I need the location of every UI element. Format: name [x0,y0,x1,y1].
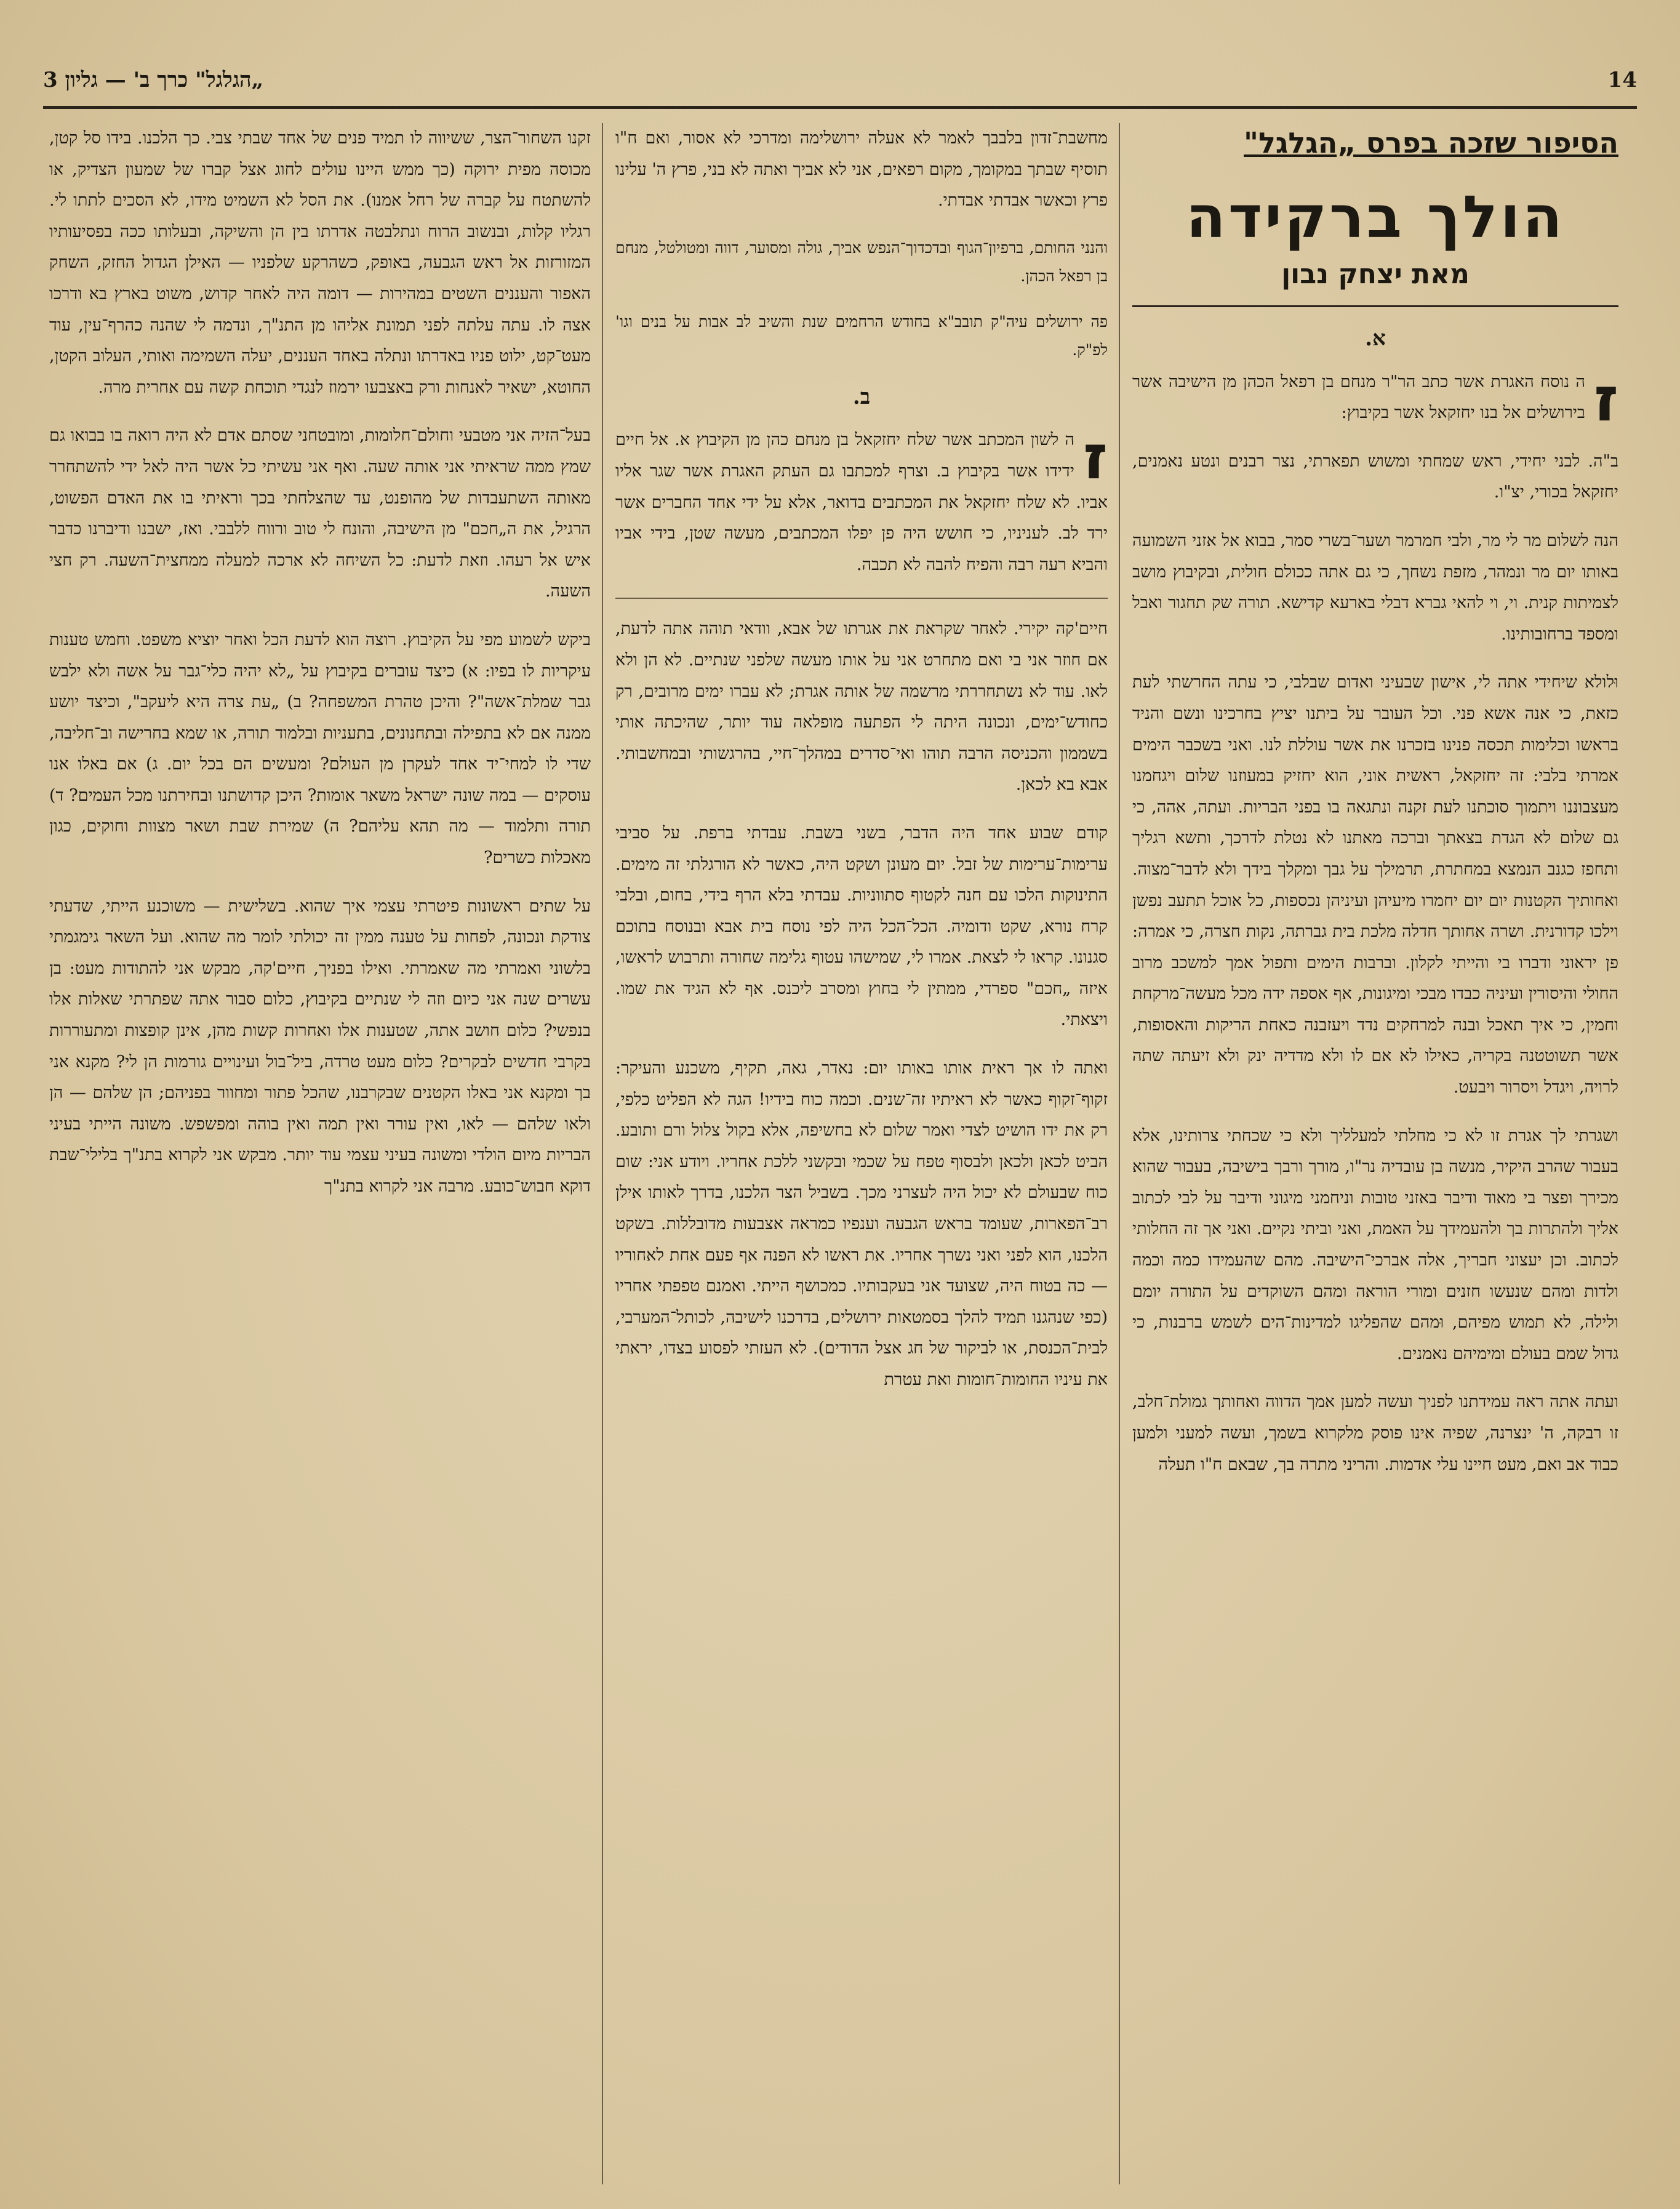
section-rule [615,598,1108,599]
paragraph: בעל־הזיה אני מטבעי וחולם־חלומות, ומובטחני שסתם אדם לא היה רואה בו בבואו גם שמץ ממה שראיתי אני אותה שעה. ואף אני עשיתי כל אשר היה לאל ידי להשתחרר מאותה השתעבדות של מהופנט, עד שהצלחתי בכך וראיתי בו את האדם הפשוט, הרגיל, את ה„חכם" מן הישיבה, והונח לי טוב ורווח ללבבי. ואז, ישבנו ודיברנו כדבר איש אל רעהו. וזאת לדעת: כל השיחה לא ארכה למעלה ממחצית־השעה. רק חצי השעה. [49,426,591,601]
paragraph: וּלולא שיחידי אתה לי, אישון שבעיני ואדום שבלבי, כי עתה החרשתי לעת כזאת, כי אנה אשא פני. וכל העובר על ביתנו יציץ בחרכינו ונשם והניד בראשו וכלימות תכסה פנינו בזכרנו את אשר עוללת לנו. ואני בשכבר הימים אמרתי בלבי: זה יחזקאל, ראשית אוני, הוא יחזיק במעוזנו שלום ויגחמנו מעצבוננו ויתמוך סוכתנו לעת זקנה ונתגאה בו בפני הבריות. ועתה, אהה, כי גם שלום לא הגדת בצאתך וברכה מאתנו לא נטלת לדרכך, ותשא רגליך ותחפז כגנב הנמצא במחתרת, תרמילך על גבך ומקלך בידך ולא לדבר־מצוה. ואחותיך הקטנות יום יום יחמרו מיעיהן ועיניהן נכספות, כל אוכל תתעב נפשן וילכו קדורנית. ושרה אחותך חדלה מלכת בית גברתה, נקות חצרה, כי אמרה: פן יראוני ודברו בי והייתי לקלון. וברבות הימים ותפול אמך למשכב מרוב החולי והיסורין ועיניה כבדו מבכי ומיגונות, אף אספה ידה מכל מעשה־מרקחת וחמין, כי איך תאכל ובנה למרחקים נדד ויעזבנה כאחת הריקות והאסופות, אשר תשוטטנה בקריה, כאילו לא אם לו ולא מדדיה ינק ולא זיעתה שתה לרויה, ויגדל ויסרור ויבעט. [1132,673,1618,1097]
masthead: „הגלגל" כרך ב' — גליון 3 [43,68,264,92]
page-number: 14 [1607,68,1637,92]
paragraph: חיים'קה יקירי. לאחר שקראת את אגרתו של אבא, וודאי תוהה אתה לדעת, אם חוזר אני בי ואם מתחרט אני על אותו מעשה שלפני שנתיים. לא הן ולא לאו. עוד לא נשתחררתי מרשמה של אותה אגרת; לא עברו ימים מרובים, רק כחודש־ימים, ונכונה היתה לי הפתעה מופלאה עוד יותר, שהיכתה אותי בשממון והכניסה הרבה תוהו ואי־סדרים במהלך־חיי, בהרגשותי ובמחשבותי. אבא בא לכאן. [615,619,1108,795]
paragraph: ועתה אתה ראה עמידתנו לפניך ועשה למען אמך הדווה ואחותך גמולת־חלב, זו רבקה, ה' ינצרנה, שפיה אינו פוסק מלקרוא בשמך, ועשה למעני ולמען כבוד אב ואם, מעט חיינו עלי אדמות. והריני מתרה בך, שבאם ח"ו תעלה [1132,1392,1618,1474]
paragraph-text: ה נוסח האגרת אשר כתב הר"ר מנחם בן רפאל הכהן מן הישיבה אשר בירושלים אל בנו יחזקאל אשר בקיבוץ: [1132,372,1585,423]
section-heading: א. [1365,326,1386,351]
drop-cap: ז [1082,421,1108,494]
letter-dateline: פה ירושלים עיה"ק תובב"א בחודש הרחמים שנת והשיב לב אבות על בנים וגו' לפ"ק. [615,312,1108,359]
column-divider [602,123,603,2184]
paragraph: ושגרתי לך אגרת זו לא כי מחלתי למעלליך ולא כי שכחתי צרותינו, אלא בעבור שהרב היקיר, מנשה בן עובדיה נר"ו, מורך ורבך בישיבה, בעבור שהוא מכירך ופצר בי מאוד ודיבר באזני טובות וניחמני מיגוני ודיבר על לבי לכתוב אליך ולהתרות בך ולהעמידך על האמת, ואני וביתי נקיים. ואני אך זה החלותי לכתוב. וכן יעצוני חבריך, אלה אברכי־הישיבה. מהם שהעמידו כמה וכמה ולדות ומהם שנעשו חזנים ומורי הוראה ומהם השוקדים על התורה יומם ולילה, לא תמוש מפיהם, וּמהם שהפליגו למדינות־הים לשמש ברבנות, כי גדול שמם בעולם ומימיהם נאמנים. [1132,1126,1618,1363]
paragraph: זקנו השחור־הצר, ששיווה לו תמיד פנים של אחד שבתי צבי. כך הלכנו. בידו סל קטן, מכוסה מפית ירוקה (כך ממש היינו עולים לחוג אצל קברו של שמעון הצדיק, או להשתטח על קברה של רחל אמנו). את הסל לא השמיט מידו, לא הסכים לתתו לי. רגליו קלות, ובנשוב הרוח ונתלבטה אדרתו בין הן והשיקה, ובעלותו ככה בפסיעותיו המזורזות אל ראש הגבעה, באופק, כשהרקע שלפניו — האילן הגדול החזק, השחק האפור והעננים השטים במהירות — דומה היה לאחר קדוש, משוט בארץ בא ודרכו אצה לו. עתה עלתה לפני תמונת אליהו מן התנ"ך, ונדמה לי שהנה כהרף־עין, עוד מעט־קט, ילוט פניו באדרתו ונתלה באחד העננים, יעלה השמימה ואותי, העלוב הקטן, החוטא, ישאיר לאנחות ורק באצבעו ירמוז לנגדי תוכחת קשה עם אחרית מרה. [49,129,591,397]
story-kicker: הסיפור שזכה בפרס „הגלגל" [1244,126,1618,159]
paragraph: ב"ה. לבני יחידי, ראש שמחתי ומשוש תפארתי, נצר רבנים ונטע נאמנים, יחזקאל בכורי, יצ"ו. [1132,451,1618,502]
paragraph: על שתים ראשונות פיטרתי עצמי איך שהוא. בשלישית — משוכנע הייתי, שדעתי צודקת ונכונה, לפחות על טענה ממין זה יכולתי לומר מה שהוא. ועל השאר גימגמתי בלשוני ואמרתי מה שאמרתי. ואילו בפניך, חיים'קה, מבקש אני להתודות מעט: בן עשרים שנה אני כיום וזה לי שנתיים בקיבוץ, כלום סבור אתה שפתרתי שאלות אלו בנפשי? כלום חושב אתה, שטענות אלו ואחרות קשות מהן, אינן קופצות ומתעוררות בקרבי חדשים לבקרים? כלום מעט טרדה, ביל־בול ועינויים גורמות הן לי? מקנא אני בך ומקנא אני באלו הקטנים שבקרבנו, שהכל פתור ומחוור בפניהם; הן שלהם — הן ולאו שלהם — לאו, ואין עורר ואין תמה ואין בוהה ומפשפש. משונה הייתי בעיני הבריות מיום הולדי ומשונה בעיני עצמי עוד יותר. מבקש אני לקרוא בתנ"ך בלילי־שבת דוקא חבוש־כובע. מרבה אני לקרוא בתנ"ך [49,896,591,1196]
column-divider [1119,123,1120,2184]
paragraph [615,421,1108,580]
paragraph: ביקש לשמוע מפי על הקיבוץ. רוצה הוא לדעת הכל ואחר יוציא משפט. וחמש טענות עיקריות לו בפיו: א) כיצד עוברים בקיבוץ על „לא יהיה כלי־גבר על אשה ולא ילבש גבר שמלת־אשה"? והיכן טהרת המשפחה? ב) „עת צרה היא ליעקב", וכיצד יושע ממנה אם לא בתפילה ובתחנונים, בתעניות ובלמוד תורה, או שמא בחרישה וב־חליבה, שדי לו למחי־יד אחד לעקרן מן העולם? ומעשים הם בכל יום. ג) אם באלו אנו עוסקים — במה שונה ישראל משאר אומות? היכן קדושתנו ובחירתנו מכל העמים? ד) תורה ותלמוד — מה תהא עליהם? ה) שמירת שבת ושאר מצוות וחוקים, כגון מאכלות כשרים? [49,630,591,868]
section-heading: ב. [852,384,871,409]
letter-signature: והנני החותם, ברפיון־הגוף ובדכדוך־הנפש אביך, גולה ומסוער, דווה ומטולטל, מנחם בן רפאל הכהן. [615,238,1108,285]
column-left [49,123,591,2197]
paragraph-text: ה לשון המכתב אשר שלח יחזקאל בן מנחם כהן מן הקיבוץ א. אל חיים ידידו אשר בקיבוץ ב. וצרף למכתבו גם העתק האגרת אשר שגר אליו אביו. לא שלח יחזקאל את המכתבים בדואר, אלא על ידי אחד החברים אשר ירד לב. לעניניו, כי חושש היה פן יפלו המכתבים, מעשה שטן, בידי אביו והביא רעה רבה והפיח להבה לא תכבה. [615,430,1108,574]
column-middle [615,123,1108,2197]
page-header [43,58,1637,102]
story-title-block [1132,181,1618,307]
paragraph [1132,363,1618,435]
paragraph: מחשבת־זדון בלבבך לאמר לא אעלה ירושלימה ומדרכי לא אסור, ואם ח"ו תוסיף שבתך במקומך, מקום רפאים, אני לא אביך ואתה לא בני, פרץ ה' עלינו פרץ וכאשר אבדתי אבדתי. [615,129,1108,210]
paragraph: ואתה לו אך ראית אותו באותו יום: נאדר, גאה, תקיף, משכנע והעיקר: זקוף־זקוף כאשר לא ראיתיו זה־שנים. וכמה כוח בידיו! הגה לא הפליט כלפי, רק את ידו הושיט לצדי ואמר שלום לא בחשיפה, אלא בקול צלול ורם ותובע. הביט לכאן ולכאן ולבסוף טפח על שכמי ובקשני ללכת אחריו. ויודע אני: שום כוח שבעולם לא יכול היה לעצרני מכך. בשביל הצר הלכנו, בדרך לאותו אילן רב־הפארות, שעומד בראש הגבעה וענפיו כמראה אצבעות מדובללות. בשקט הלכנו, הוא לפני ואני נשרך אחריו. את ראשו לא הפנה אף פעם אחת לאחוריו — כה בטוח היה, שצועד אני בעקבותיו. כמכושף הייתי. ואמנם טפפתי אחריו (כפי שנהגנו תמיד להלך בסמטאות ירושלים, בדרכנו לישיבה, לכותל־המערבי, לבית־הכנסת, או לביקור של חג אצל הדודים). לא העזתי לפסוע בצדו, יראתי את עיניו החומות־חומות ואת עטרת [615,1059,1108,1389]
column-right [1132,123,1618,2197]
paragraph: קודם שבוע אחד היה הדבר, בשני בשבת. עבדתי ברפת. על סביבי ערימות־ערימות של זבל. יום מעונן ושקט היה, כאשר לא הורגלתי זה מימים. התינוקות הלכו עם חנה לקטוף סתווניות. עבדתי בלא הרף בידי, בחום, ובלבי קרח נורא, שקט ודומיה. הכל־הכל היה לפי נוסח בית אבא ובנוסח בתוכם סגנונו. קראו לי לצאת. אמרו לי, שמישהו עטוף גלימה שחורה ותרבוש לראשו, איזה „חכם" ספרדי, ממתין לי בחוץ ומסרב ליכנס. אף לא הגיד את שמו. ויצאתי. [615,823,1108,1030]
story-title: הולך ברקידה [1186,184,1565,251]
story-byline: מאת יצחק נבון [1281,259,1470,290]
header-rule [43,106,1637,109]
drop-cap: ז [1593,363,1618,435]
paragraph: הנה לשלום מר לי מר, ולבי חמרמר ושער־בשרי סמר, בבוא אל אזני השמועה באותו יום מר ונמהר, מזפת נשחך, כי גם אתה ככולם חולית, ובקיבוץ מושב לצמיתות קנית. וי, וי להאי גברא דבלי בארעא קדישא. תורה שק תחגור ואבל ומספד ברחובותינו. [1132,531,1618,644]
